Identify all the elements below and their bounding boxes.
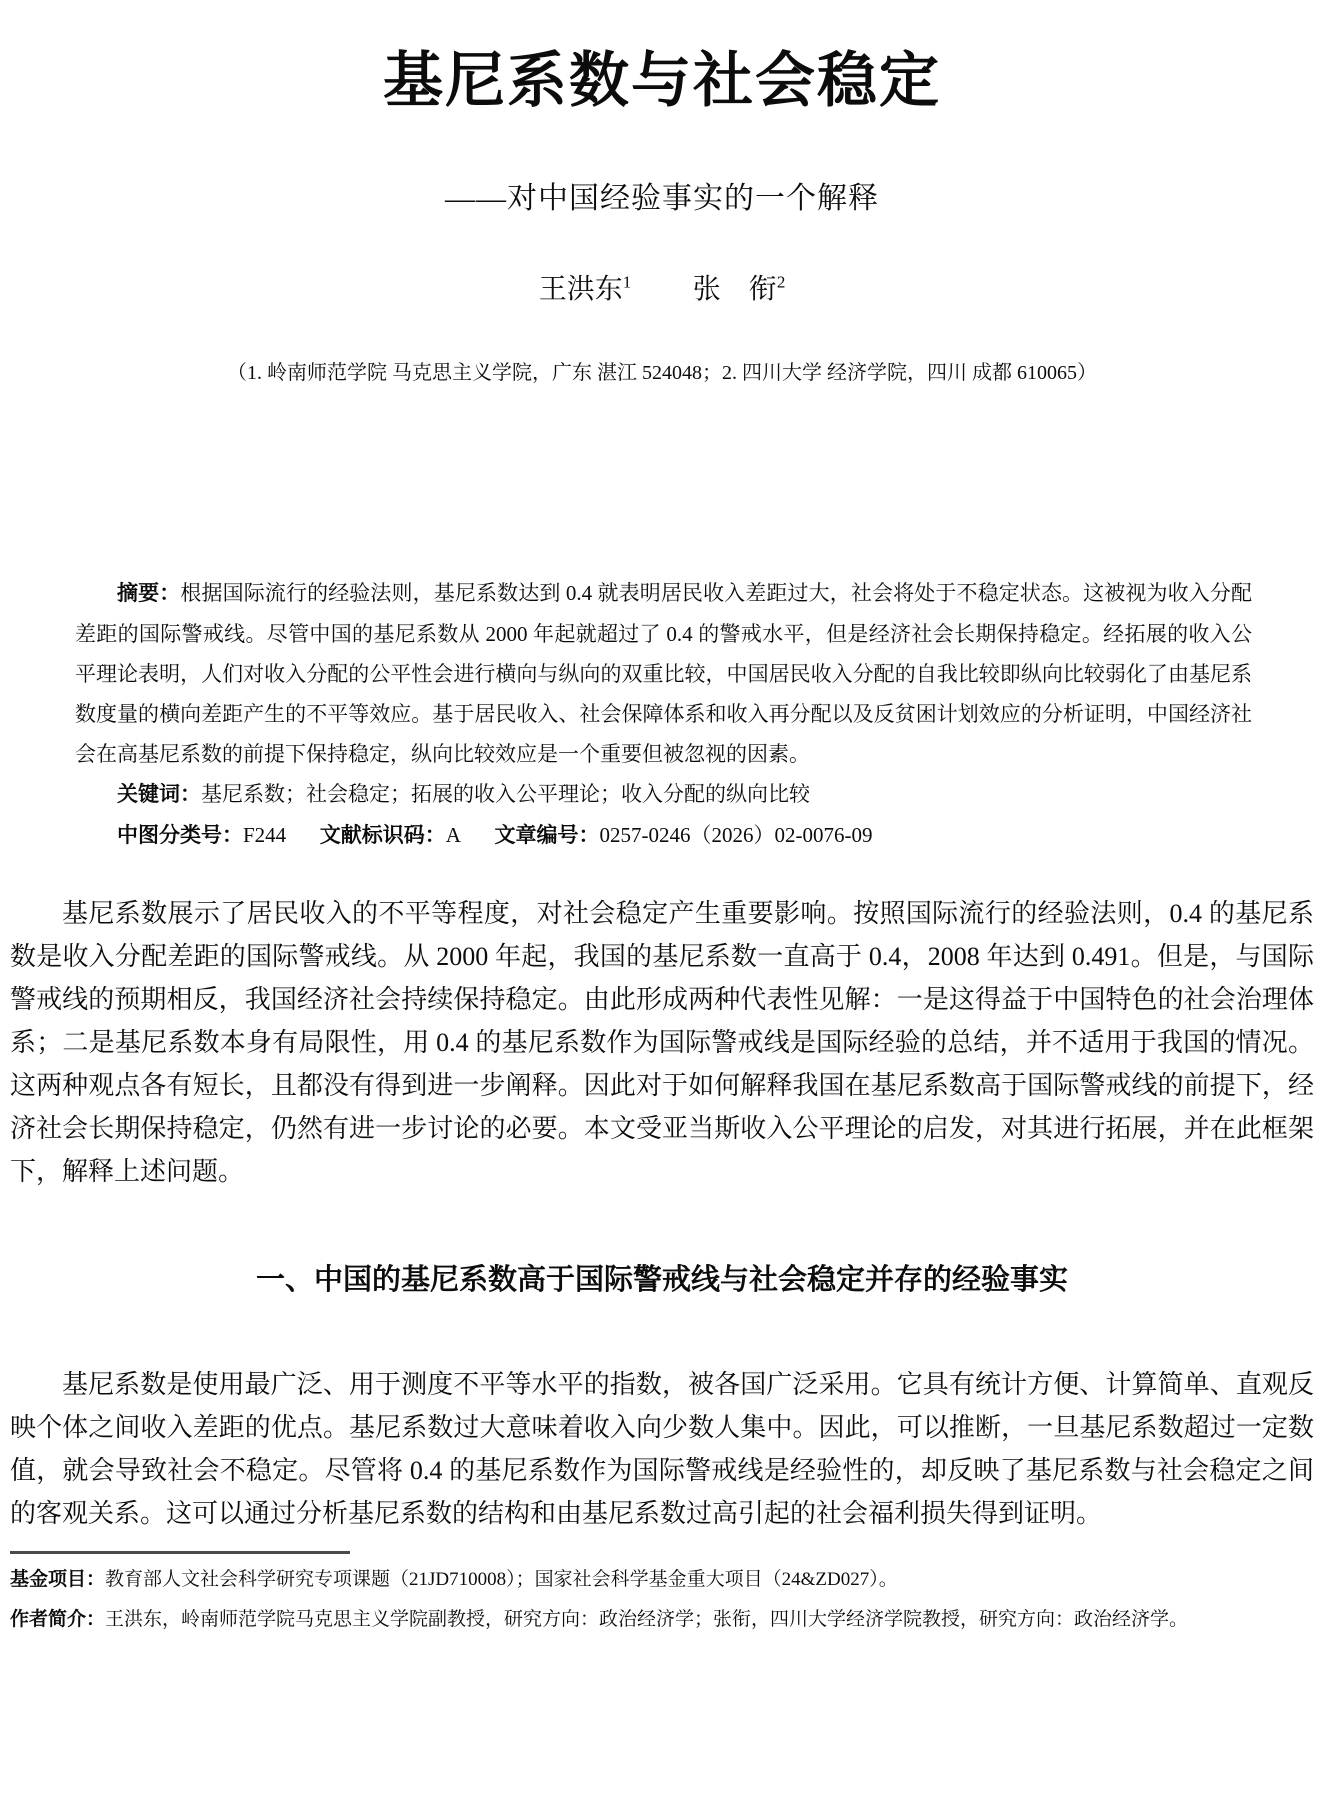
article-id-label: 文章编号：: [494, 824, 600, 848]
author-2-name: 张 衔: [692, 274, 777, 306]
author-2-affiliation-mark: 2: [776, 273, 786, 292]
article-id-value: 0257-0246（2026）02-0076-09: [599, 823, 873, 848]
funding-text: 教育部人文社会科学研究专项课题（21JD710008）；国家社会科学基金重大项目（24&ZD027）。: [105, 1569, 898, 1591]
author-2: [693, 274, 786, 305]
bio-text: 王洪东，岭南师范学院马克思主义学院副教授，研究方向：政治经济学；张衔，四川大学经济学院教授，研究方向：政治经济学。: [105, 1609, 1189, 1631]
article-title: 基尼系数与社会稳定: [383, 48, 941, 114]
authors-line: [10, 261, 1314, 312]
author-bio-note: [10, 1600, 1314, 1640]
abstract-label: 摘要：: [117, 582, 181, 606]
funding-label: 基金项目：: [10, 1569, 106, 1591]
abstract-paragraph: [75, 573, 1252, 774]
affiliation-line: （1. 岭南师范学院 马克思主义学院，广东 湛江 524048；2. 四川大学 经济学院，四川 成都 610065）: [227, 362, 1097, 385]
article-subtitle: ——对中国经验事实的一个解释: [445, 182, 879, 215]
abstract-block: [75, 573, 1252, 856]
doc-code-label: 文献标识码：: [319, 824, 446, 848]
bio-label: 作者简介：: [10, 1609, 106, 1631]
classification-line: [75, 815, 1252, 856]
keywords-text: 基尼系数；社会稳定；拓展的收入公平理论；收入分配的纵向比较: [201, 782, 810, 807]
author-1: [539, 274, 632, 305]
abstract-text: 根据国际流行的经验法则，基尼系数达到 0.4 就表明居民收入差距过大，社会将处于不稳定状态。这被视为收入分配差距的国际警戒线。尽管中国的基尼系数从 2000 年起就超过了 0.4 的警戒水平，但是经济社会长期保持稳定。经拓展的收入公平理论表明，人们对收入分配的公平性会进行横向与纵向的双重比较，中国居民收入分配的自我比较即纵向比较弱化了由基尼系数度量的横向差距产生的不平等效应。基于居民收入、社会保障体系和收入再分配以及反贫困计划效应的分析证明，中国经济社会在高基尼系数的前提下保持稳定，纵向比较效应是一个重要但被忽视的因素。: [75, 581, 1253, 767]
keywords-label: 关键词：: [117, 783, 201, 807]
funding-note: [10, 1560, 1314, 1600]
body-paragraph-1: 基尼系数展示了居民收入的不平等程度，对社会稳定产生重要影响。按照国际流行的经验法则，0.4 的基尼系数是收入分配差距的国际警戒线。从 2000 年起，我国的基尼系数一直高于 0.4，2008 年达到 0.491。但是，与国际警戒线的预期相反，我国经济社会持续保持稳定。由此形成两种代表性见解：一是这得益于中国特色的社会治理体系；二是基尼系数本身有局限性，用 0.4 的基尼系数作为国际警戒线是国际经验的总结，并不适用于我国的情况。这两种观点各有短长，且都没有得到进一步阐释。因此对于如何解释我国在基尼系数高于国际警戒线的前提下，经济社会长期保持稳定，仍然有进一步讨论的必要。本文受亚当斯收入公平理论的启发，对其进行拓展，并在此框架下，解释上述问题。: [10, 899, 1314, 1187]
footnote-divider: [10, 1551, 350, 1554]
body-paragraph-2: 基尼系数是使用最广泛、用于测度不平等水平的指数，被各国广泛采用。它具有统计方便、计算简单、直观反映个体之间收入差距的优点。基尼系数过大意味着收入向少数人集中。因此，可以推断，一旦基尼系数超过一定数值，就会导致社会不稳定。尽管将 0.4 的基尼系数作为国际警戒线是经验性的，却反映了基尼系数与社会稳定之间的客观关系。这可以通过分析基尼系数的结构和由基尼系数过高引起的社会福利损失得到证明。: [10, 1370, 1314, 1529]
doc-code-value: A: [445, 823, 461, 848]
clc-value: F244: [243, 823, 287, 848]
section-1-heading: 一、中国的基尼系数高于国际警戒线与社会稳定并存的经验事实: [255, 1264, 1068, 1297]
author-1-affiliation-mark: 1: [622, 273, 632, 292]
keywords-line: [75, 774, 1252, 815]
article-page: [0, 36, 1324, 1803]
clc-label: 中图分类号：: [117, 824, 243, 848]
author-1-name: 王洪东: [538, 274, 623, 306]
footnote-area: [10, 1551, 1314, 1640]
